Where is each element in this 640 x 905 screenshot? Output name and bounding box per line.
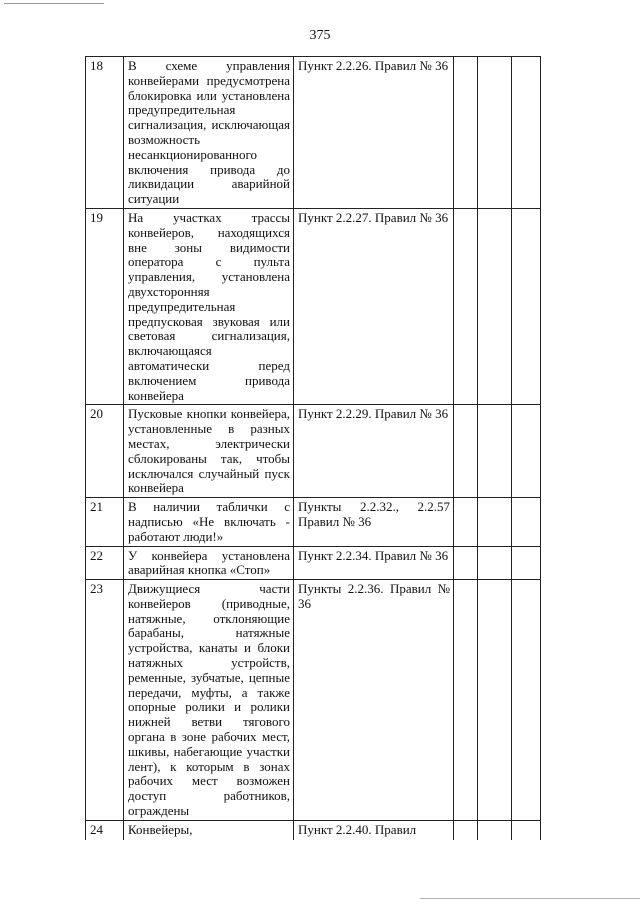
table-row — [86, 57, 541, 209]
requirement-text: У конвейера установлена аварийная кнопка «Стоп» — [124, 546, 294, 580]
checklist-table — [85, 56, 541, 840]
answer-yes-cell — [454, 820, 478, 840]
reference-text: Пункт 2.2.26. Правил № 36 — [294, 57, 454, 209]
answer-no-cell — [478, 546, 512, 580]
row-number: 18 — [86, 57, 124, 209]
answer-no-cell — [478, 405, 512, 498]
row-number: 23 — [86, 580, 124, 821]
requirement-text: В схеме управления конвейерами предусмотрена блокировка или установлена предупредительная сигнализация, исключающая возможность несанкционированного включения привода до ликвидации аварийной ситуации — [124, 57, 294, 209]
reference-text: Пункт 2.2.27. Правил № 36 — [294, 208, 454, 404]
row-number: 19 — [86, 208, 124, 404]
table-row — [86, 208, 541, 404]
answer-yes-cell — [454, 546, 478, 580]
answer-yes-cell — [454, 498, 478, 546]
row-number: 20 — [86, 405, 124, 498]
reference-text: Пункт 2.2.29. Правил № 36 — [294, 405, 454, 498]
answer-na-cell — [512, 57, 541, 209]
requirement-text: На участках трассы конвейеров, находящихся вне зоны видимости оператора с пульта управления, установлена двухсторонняя предупредительная предпусковая звуковая или световая сигнализация, включающаяся автоматически перед включением привода конвейера — [124, 208, 294, 404]
answer-no-cell — [478, 498, 512, 546]
row-number: 21 — [86, 498, 124, 546]
answer-no-cell — [478, 208, 512, 404]
answer-yes-cell — [454, 208, 478, 404]
table-row — [86, 405, 541, 498]
answer-yes-cell — [454, 57, 478, 209]
reference-text: Пункты 2.2.32., 2.2.57 Правил № 36 — [294, 498, 454, 546]
requirement-text: В наличии таблички с надписью «Не включать - работают люди!» — [124, 498, 294, 546]
requirement-text: Конвейеры, — [124, 820, 294, 840]
table-row — [86, 546, 541, 580]
reference-text: Пункты 2.2.36. Правил № 36 — [294, 580, 454, 821]
answer-na-cell — [512, 208, 541, 404]
reference-text: Пункт 2.2.34. Правил № 36 — [294, 546, 454, 580]
table-row — [86, 580, 541, 821]
answer-na-cell — [512, 498, 541, 546]
answer-no-cell — [478, 820, 512, 840]
answer-na-cell — [512, 820, 541, 840]
answer-na-cell — [512, 405, 541, 498]
requirement-text: Пусковые кнопки конвейера, установленные в разных местах, электрически сблокированы так, чтобы исключался случайный пуск конвейера — [124, 405, 294, 498]
requirement-text: Движущиеся части конвейеров (приводные, натяжные, отклоняющие барабаны, натяжные устройства, канаты и блоки натяжных устройств, ременные, зубчатые, цепные передачи, муфты, а также опорные ролики и ролики нижней ветви тягового органа в зоне рабочих мест, шкивы, набегающие участки лент), к которым в зонах рабочих мест возможен доступ работников, ограждены — [124, 580, 294, 821]
answer-no-cell — [478, 580, 512, 821]
row-number: 22 — [86, 546, 124, 580]
table-row — [86, 820, 541, 840]
scan-edge-line — [4, 3, 104, 4]
row-number: 24 — [86, 820, 124, 840]
answer-yes-cell — [454, 405, 478, 498]
answer-na-cell — [512, 546, 541, 580]
answer-na-cell — [512, 580, 541, 821]
reference-text: Пункт 2.2.40. Правил — [294, 820, 454, 840]
table-row — [86, 498, 541, 546]
page-number: 375 — [309, 28, 331, 43]
answer-yes-cell — [454, 580, 478, 821]
answer-no-cell — [478, 57, 512, 209]
scan-edge-line — [420, 898, 640, 899]
